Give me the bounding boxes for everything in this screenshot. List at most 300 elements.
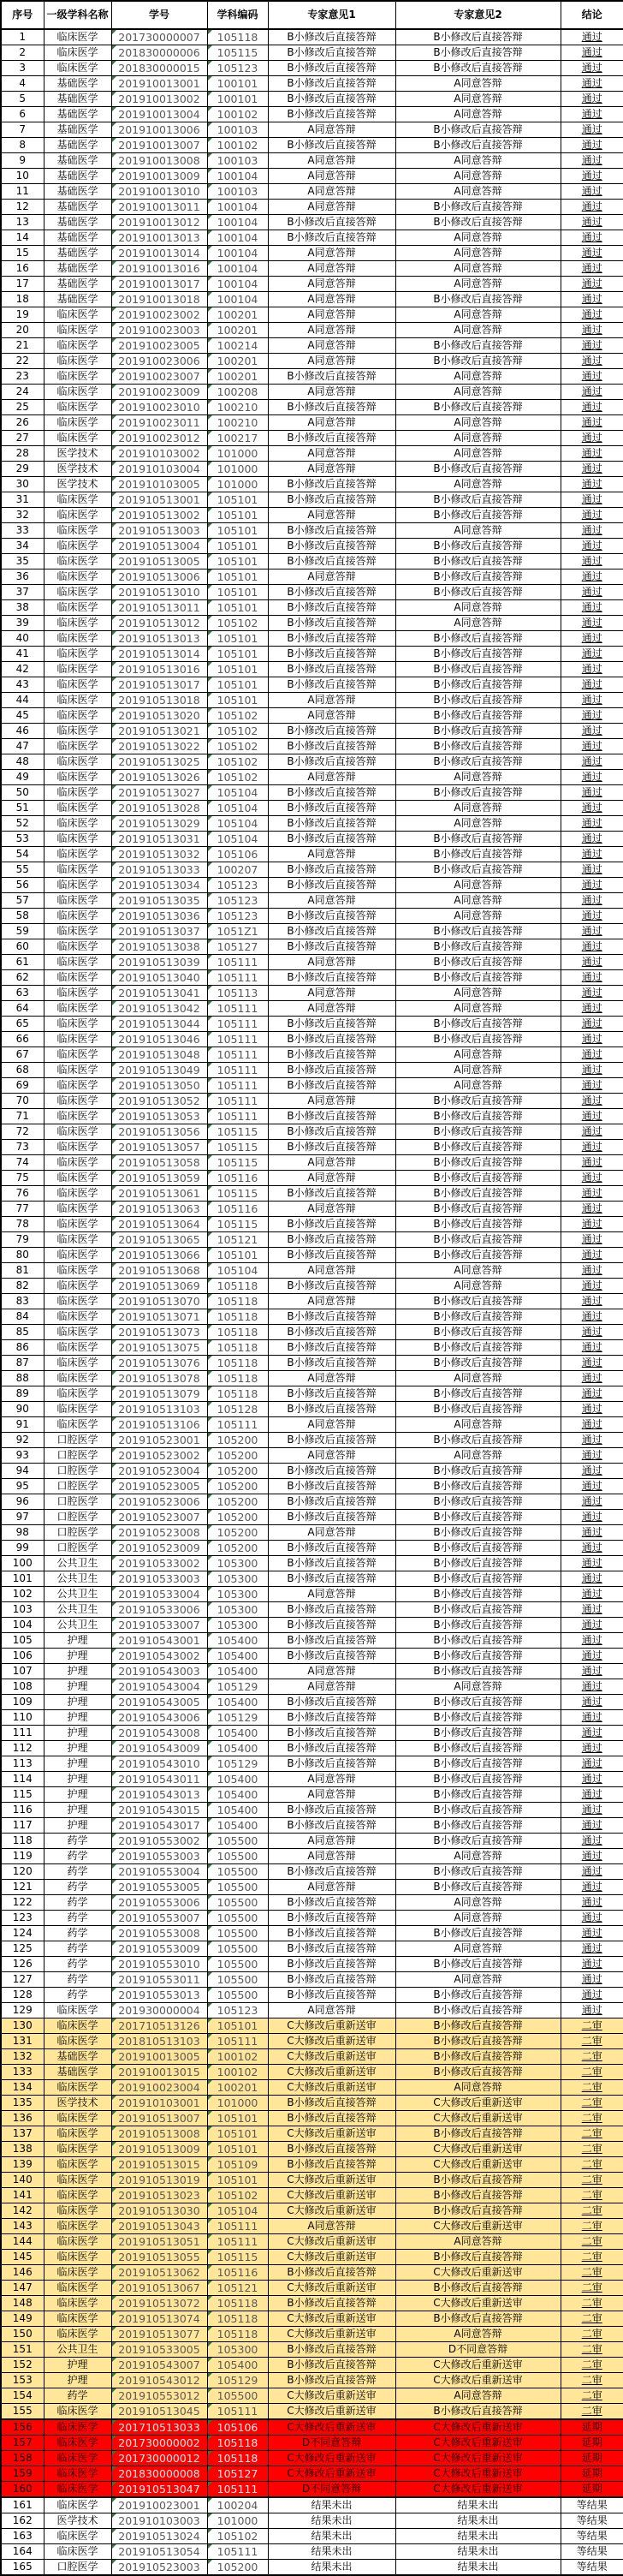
cell-discipline[interactable]: 临床医学: [44, 2265, 111, 2281]
cell-seq[interactable]: 6: [1, 107, 44, 122]
cell-subject-code[interactable]: 105101: [207, 647, 268, 662]
cell-subject-code[interactable]: 100104: [207, 277, 268, 292]
cell-discipline[interactable]: 基础医学: [44, 184, 111, 200]
cell-expert-opinion-2[interactable]: C大修改后重新送审: [395, 2219, 561, 2234]
cell-conclusion[interactable]: 通过: [561, 138, 623, 153]
cell-seq[interactable]: 1: [1, 29, 44, 45]
cell-expert-opinion-2[interactable]: A同意答辩: [395, 600, 561, 616]
cell-conclusion[interactable]: 通过: [561, 1078, 623, 1094]
cell-expert-opinion-1[interactable]: A同意答辩: [268, 2003, 395, 2018]
cell-student-id[interactable]: 201930000004: [111, 2003, 207, 2018]
cell-expert-opinion-1[interactable]: B小修改后直接答辩: [268, 1710, 395, 1726]
cell-conclusion[interactable]: 通过: [561, 45, 623, 61]
cell-expert-opinion-1[interactable]: B小修改后直接答辩: [268, 1895, 395, 1911]
cell-expert-opinion-1[interactable]: D不同意答辩: [268, 2482, 395, 2498]
cell-subject-code[interactable]: 105104: [207, 816, 268, 832]
cell-conclusion[interactable]: 通过: [561, 878, 623, 893]
cell-expert-opinion-2[interactable]: A同意答辩: [395, 1078, 561, 1094]
cell-conclusion[interactable]: 通过: [561, 1494, 623, 1510]
cell-expert-opinion-1[interactable]: B小修改后直接答辩: [268, 970, 395, 986]
cell-expert-opinion-2[interactable]: C大修改后重新送审: [395, 2157, 561, 2173]
cell-student-id[interactable]: 201910513068: [111, 1263, 207, 1279]
cell-student-id[interactable]: 201710513033: [111, 2419, 207, 2436]
cell-conclusion[interactable]: 二审: [561, 2111, 623, 2126]
cell-seq[interactable]: 164: [1, 2544, 44, 2560]
cell-discipline[interactable]: 公共卫生: [44, 1602, 111, 1618]
cell-discipline[interactable]: 公共卫生: [44, 1587, 111, 1602]
cell-subject-code[interactable]: 105400: [207, 1649, 268, 1664]
cell-subject-code[interactable]: 105101: [207, 677, 268, 693]
cell-discipline[interactable]: 护理: [44, 1726, 111, 1741]
cell-subject-code[interactable]: 105118: [207, 1371, 268, 1386]
cell-discipline[interactable]: 护理: [44, 2373, 111, 2388]
cell-conclusion[interactable]: 通过: [561, 1047, 623, 1063]
cell-student-id[interactable]: 201910103004: [111, 462, 207, 477]
cell-expert-opinion-1[interactable]: A同意答辩: [268, 385, 395, 400]
cell-student-id[interactable]: 201910513106: [111, 1417, 207, 1433]
cell-discipline[interactable]: 临床医学: [44, 2188, 111, 2203]
cell-expert-opinion-1[interactable]: B小修改后直接答辩: [268, 1649, 395, 1664]
cell-expert-opinion-2[interactable]: A同意答辩: [395, 1371, 561, 1386]
cell-expert-opinion-2[interactable]: C大修改后重新送审: [395, 2436, 561, 2451]
cell-subject-code[interactable]: 100102: [207, 138, 268, 153]
cell-expert-opinion-2[interactable]: B小修改后直接答辩: [395, 1325, 561, 1340]
cell-subject-code[interactable]: 100210: [207, 415, 268, 431]
cell-seq[interactable]: 51: [1, 801, 44, 816]
cell-expert-opinion-1[interactable]: B小修改后直接答辩: [268, 1571, 395, 1587]
cell-conclusion[interactable]: 通过: [561, 523, 623, 539]
cell-conclusion[interactable]: 通过: [561, 92, 623, 107]
cell-expert-opinion-1[interactable]: B小修改后直接答辩: [268, 2296, 395, 2311]
cell-seq[interactable]: 59: [1, 924, 44, 939]
cell-expert-opinion-1[interactable]: 结果未出: [268, 2529, 395, 2544]
cell-student-id[interactable]: 201910513036: [111, 909, 207, 924]
cell-subject-code[interactable]: 105104: [207, 801, 268, 816]
cell-discipline[interactable]: 临床医学: [44, 2003, 111, 2018]
cell-conclusion[interactable]: 通过: [561, 1679, 623, 1695]
cell-expert-opinion-2[interactable]: B小修改后直接答辩: [395, 1094, 561, 1109]
cell-seq[interactable]: 7: [1, 122, 44, 138]
cell-student-id[interactable]: 201910543015: [111, 1803, 207, 1818]
cell-discipline[interactable]: 临床医学: [44, 2404, 111, 2420]
cell-subject-code[interactable]: 105101: [207, 600, 268, 616]
cell-expert-opinion-1[interactable]: B小修改后直接答辩: [268, 1063, 395, 1078]
cell-student-id[interactable]: 201910023006: [111, 354, 207, 369]
cell-seq[interactable]: 103: [1, 1602, 44, 1618]
cell-expert-opinion-1[interactable]: B小修改后直接答辩: [268, 1741, 395, 1756]
cell-conclusion[interactable]: 通过: [561, 431, 623, 446]
cell-subject-code[interactable]: 105111: [207, 1001, 268, 1017]
cell-discipline[interactable]: 基础医学: [44, 292, 111, 307]
cell-expert-opinion-2[interactable]: A同意答辩: [395, 1047, 561, 1063]
cell-seq[interactable]: 16: [1, 261, 44, 277]
cell-discipline[interactable]: 临床医学: [44, 739, 111, 754]
cell-student-id[interactable]: 201910513018: [111, 693, 207, 708]
cell-subject-code[interactable]: 101000: [207, 462, 268, 477]
cell-seq[interactable]: 131: [1, 2034, 44, 2049]
cell-conclusion[interactable]: 通过: [561, 492, 623, 508]
cell-student-id[interactable]: 201910513010: [111, 585, 207, 600]
cell-conclusion[interactable]: 二审: [561, 2188, 623, 2203]
cell-expert-opinion-1[interactable]: A同意答辩: [268, 323, 395, 338]
cell-seq[interactable]: 160: [1, 2482, 44, 2498]
cell-expert-opinion-2[interactable]: B小修改后直接答辩: [395, 1124, 561, 1140]
cell-expert-opinion-2[interactable]: B小修改后直接答辩: [395, 1356, 561, 1371]
cell-seq[interactable]: 49: [1, 770, 44, 785]
cell-expert-opinion-2[interactable]: A同意答辩: [395, 523, 561, 539]
cell-discipline[interactable]: 临床医学: [44, 2234, 111, 2250]
cell-discipline[interactable]: 临床医学: [44, 2281, 111, 2296]
cell-subject-code[interactable]: 105400: [207, 1772, 268, 1787]
cell-expert-opinion-2[interactable]: A同意答辩: [395, 1279, 561, 1294]
cell-expert-opinion-1[interactable]: 结果未出: [268, 2513, 395, 2529]
cell-seq[interactable]: 48: [1, 754, 44, 770]
col-header-student-id[interactable]: 学号: [111, 1, 207, 29]
cell-subject-code[interactable]: 100104: [207, 215, 268, 230]
cell-expert-opinion-2[interactable]: A同意答辩: [395, 169, 561, 184]
cell-student-id[interactable]: 201910523008: [111, 1525, 207, 1541]
cell-seq[interactable]: 110: [1, 1710, 44, 1726]
cell-seq[interactable]: 60: [1, 939, 44, 955]
cell-student-id[interactable]: 201910543008: [111, 1726, 207, 1741]
cell-subject-code[interactable]: 105500: [207, 1926, 268, 1941]
cell-subject-code[interactable]: 105102: [207, 770, 268, 785]
cell-student-id[interactable]: 201910513004: [111, 539, 207, 554]
cell-expert-opinion-2[interactable]: B小修改后直接答辩: [395, 1803, 561, 1818]
cell-seq[interactable]: 8: [1, 138, 44, 153]
cell-expert-opinion-1[interactable]: B小修改后直接答辩: [268, 61, 395, 76]
cell-subject-code[interactable]: 105118: [207, 1325, 268, 1340]
cell-expert-opinion-1[interactable]: C大修改后重新送审: [268, 2049, 395, 2065]
cell-discipline[interactable]: 临床医学: [44, 986, 111, 1001]
cell-expert-opinion-1[interactable]: A同意答辩: [268, 1202, 395, 1217]
cell-expert-opinion-2[interactable]: 结果未出: [395, 2544, 561, 2560]
cell-seq[interactable]: 126: [1, 1957, 44, 1972]
cell-subject-code[interactable]: 105101: [207, 662, 268, 677]
cell-conclusion[interactable]: 二审: [561, 2373, 623, 2388]
cell-student-id[interactable]: 201910523002: [111, 1448, 207, 1464]
cell-discipline[interactable]: 基础医学: [44, 107, 111, 122]
cell-expert-opinion-2[interactable]: B小修改后直接答辩: [395, 2034, 561, 2049]
cell-expert-opinion-2[interactable]: B小修改后直接答辩: [395, 2311, 561, 2327]
cell-expert-opinion-1[interactable]: B小修改后直接答辩: [268, 724, 395, 739]
cell-expert-opinion-1[interactable]: A同意答辩: [268, 261, 395, 277]
cell-seq[interactable]: 44: [1, 693, 44, 708]
cell-expert-opinion-1[interactable]: C大修改后重新送审: [268, 2311, 395, 2327]
cell-discipline[interactable]: 口腔医学: [44, 1525, 111, 1541]
cell-discipline[interactable]: 护理: [44, 2358, 111, 2373]
cell-expert-opinion-2[interactable]: B小修改后直接答辩: [395, 955, 561, 970]
cell-seq[interactable]: 116: [1, 1803, 44, 1818]
cell-discipline[interactable]: 临床医学: [44, 415, 111, 431]
cell-expert-opinion-2[interactable]: B小修改后直接答辩: [395, 970, 561, 986]
cell-student-id[interactable]: 201910543001: [111, 1633, 207, 1649]
cell-subject-code[interactable]: 105101: [207, 2173, 268, 2188]
cell-student-id[interactable]: 201910513075: [111, 1340, 207, 1356]
cell-conclusion[interactable]: 通过: [561, 939, 623, 955]
cell-conclusion[interactable]: 通过: [561, 1186, 623, 1202]
cell-discipline[interactable]: 护理: [44, 1679, 111, 1695]
cell-seq[interactable]: 58: [1, 909, 44, 924]
cell-subject-code[interactable]: 105118: [207, 2296, 268, 2311]
cell-subject-code[interactable]: 105101: [207, 1248, 268, 1263]
cell-expert-opinion-1[interactable]: B小修改后直接答辩: [268, 431, 395, 446]
cell-subject-code[interactable]: 105400: [207, 2358, 268, 2373]
cell-conclusion[interactable]: 通过: [561, 1386, 623, 1402]
cell-seq[interactable]: 26: [1, 415, 44, 431]
cell-conclusion[interactable]: 二审: [561, 2281, 623, 2296]
cell-student-id[interactable]: 201910543010: [111, 1756, 207, 1772]
cell-subject-code[interactable]: 105101: [207, 2126, 268, 2142]
cell-discipline[interactable]: 临床医学: [44, 708, 111, 724]
cell-expert-opinion-1[interactable]: 结果未出: [268, 2560, 395, 2576]
cell-seq[interactable]: 50: [1, 785, 44, 801]
cell-expert-opinion-1[interactable]: B小修改后直接答辩: [268, 677, 395, 693]
cell-expert-opinion-1[interactable]: A同意答辩: [268, 1880, 395, 1895]
cell-subject-code[interactable]: 100217: [207, 431, 268, 446]
cell-expert-opinion-2[interactable]: B小修改后直接答辩: [395, 492, 561, 508]
cell-seq[interactable]: 140: [1, 2173, 44, 2188]
cell-subject-code[interactable]: 105101: [207, 508, 268, 523]
cell-expert-opinion-1[interactable]: A同意答辩: [268, 1772, 395, 1787]
cell-expert-opinion-2[interactable]: B小修改后直接答辩: [395, 1479, 561, 1494]
cell-discipline[interactable]: 药学: [44, 1972, 111, 1988]
cell-student-id[interactable]: 201910513009: [111, 2142, 207, 2157]
cell-student-id[interactable]: 201910013014: [111, 246, 207, 261]
cell-expert-opinion-1[interactable]: B小修改后直接答辩: [268, 1325, 395, 1340]
cell-expert-opinion-2[interactable]: B小修改后直接答辩: [395, 1309, 561, 1325]
cell-subject-code[interactable]: 105118: [207, 1279, 268, 1294]
cell-student-id[interactable]: 201910513044: [111, 1017, 207, 1032]
cell-seq[interactable]: 9: [1, 153, 44, 169]
cell-discipline[interactable]: 临床医学: [44, 631, 111, 647]
cell-subject-code[interactable]: 105200: [207, 1479, 268, 1494]
cell-discipline[interactable]: 护理: [44, 1787, 111, 1803]
cell-seq[interactable]: 96: [1, 1494, 44, 1510]
cell-seq[interactable]: 109: [1, 1695, 44, 1710]
cell-expert-opinion-1[interactable]: B小修改后直接答辩: [268, 369, 395, 385]
cell-subject-code[interactable]: 105111: [207, 2404, 268, 2420]
cell-conclusion[interactable]: 通过: [561, 970, 623, 986]
cell-expert-opinion-1[interactable]: B小修改后直接答辩: [268, 1633, 395, 1649]
cell-conclusion[interactable]: 延期: [561, 2466, 623, 2482]
cell-conclusion[interactable]: 延期: [561, 2419, 623, 2436]
cell-student-id[interactable]: 201910013016: [111, 261, 207, 277]
cell-conclusion[interactable]: 通过: [561, 662, 623, 677]
cell-subject-code[interactable]: 105200: [207, 2560, 268, 2576]
cell-discipline[interactable]: 临床医学: [44, 354, 111, 369]
cell-student-id[interactable]: 201910013017: [111, 277, 207, 292]
cell-conclusion[interactable]: 通过: [561, 1464, 623, 1479]
cell-expert-opinion-2[interactable]: B小修改后直接答辩: [395, 29, 561, 45]
cell-seq[interactable]: 133: [1, 2065, 44, 2080]
cell-subject-code[interactable]: 105111: [207, 1032, 268, 1047]
cell-subject-code[interactable]: 105111: [207, 970, 268, 986]
cell-discipline[interactable]: 临床医学: [44, 2203, 111, 2219]
cell-expert-opinion-1[interactable]: B小修改后直接答辩: [268, 1186, 395, 1202]
cell-expert-opinion-1[interactable]: C大修改后重新送审: [268, 2203, 395, 2219]
cell-subject-code[interactable]: 100208: [207, 385, 268, 400]
cell-seq[interactable]: 20: [1, 323, 44, 338]
cell-expert-opinion-1[interactable]: B小修改后直接答辩: [268, 92, 395, 107]
cell-conclusion[interactable]: 通过: [561, 215, 623, 230]
cell-conclusion[interactable]: 二审: [561, 2250, 623, 2265]
cell-seq[interactable]: 106: [1, 1649, 44, 1664]
cell-seq[interactable]: 21: [1, 338, 44, 354]
cell-discipline[interactable]: 护理: [44, 1818, 111, 1834]
cell-discipline[interactable]: 医学技术: [44, 462, 111, 477]
cell-student-id[interactable]: 201910023002: [111, 307, 207, 323]
cell-discipline[interactable]: 临床医学: [44, 1294, 111, 1309]
cell-subject-code[interactable]: 100102: [207, 2065, 268, 2080]
cell-expert-opinion-1[interactable]: A同意答辩: [268, 955, 395, 970]
cell-subject-code[interactable]: 100104: [207, 292, 268, 307]
cell-student-id[interactable]: 201910513031: [111, 832, 207, 847]
cell-conclusion[interactable]: 通过: [561, 1433, 623, 1448]
cell-discipline[interactable]: 临床医学: [44, 600, 111, 616]
cell-student-id[interactable]: 201910513001: [111, 492, 207, 508]
cell-student-id[interactable]: 201910543009: [111, 1741, 207, 1756]
cell-expert-opinion-2[interactable]: A同意答辩: [395, 277, 561, 292]
cell-discipline[interactable]: 临床医学: [44, 1063, 111, 1078]
cell-expert-opinion-2[interactable]: B小修改后直接答辩: [395, 1433, 561, 1448]
cell-conclusion[interactable]: 二审: [561, 2358, 623, 2373]
cell-subject-code[interactable]: 105115: [207, 1186, 268, 1202]
cell-discipline[interactable]: 临床医学: [44, 1386, 111, 1402]
cell-student-id[interactable]: 201910553011: [111, 1972, 207, 1988]
cell-seq[interactable]: 23: [1, 369, 44, 385]
cell-subject-code[interactable]: 105102: [207, 2188, 268, 2203]
cell-seq[interactable]: 45: [1, 708, 44, 724]
cell-student-id[interactable]: 201910513076: [111, 1356, 207, 1371]
cell-expert-opinion-1[interactable]: A同意答辩: [268, 292, 395, 307]
cell-student-id[interactable]: 201910513041: [111, 986, 207, 1001]
cell-seq[interactable]: 139: [1, 2157, 44, 2173]
cell-student-id[interactable]: 201730000007: [111, 29, 207, 45]
cell-expert-opinion-1[interactable]: B小修改后直接答辩: [268, 785, 395, 801]
cell-expert-opinion-1[interactable]: A同意答辩: [268, 338, 395, 354]
cell-discipline[interactable]: 临床医学: [44, 1047, 111, 1063]
cell-expert-opinion-2[interactable]: C大修改后重新送审: [395, 2373, 561, 2388]
cell-student-id[interactable]: 201910513069: [111, 1279, 207, 1294]
cell-conclusion[interactable]: 通过: [561, 446, 623, 462]
cell-conclusion[interactable]: 通过: [561, 1602, 623, 1618]
cell-expert-opinion-2[interactable]: A同意答辩: [395, 76, 561, 92]
cell-subject-code[interactable]: 105200: [207, 1525, 268, 1541]
cell-expert-opinion-2[interactable]: B小修改后直接答辩: [395, 508, 561, 523]
cell-expert-opinion-2[interactable]: B小修改后直接答辩: [395, 200, 561, 215]
cell-conclusion[interactable]: 通过: [561, 1772, 623, 1787]
cell-conclusion[interactable]: 通过: [561, 61, 623, 76]
cell-subject-code[interactable]: 105300: [207, 1602, 268, 1618]
cell-expert-opinion-2[interactable]: B小修改后直接答辩: [395, 1726, 561, 1741]
cell-subject-code[interactable]: 100214: [207, 338, 268, 354]
cell-expert-opinion-2[interactable]: A同意答辩: [395, 616, 561, 631]
cell-expert-opinion-2[interactable]: B小修改后直接答辩: [395, 631, 561, 647]
cell-student-id[interactable]: 201910543013: [111, 1787, 207, 1803]
cell-conclusion[interactable]: 等结果: [561, 2544, 623, 2560]
cell-student-id[interactable]: 201910013018: [111, 292, 207, 307]
cell-student-id[interactable]: 201910513005: [111, 554, 207, 569]
cell-subject-code[interactable]: 100103: [207, 184, 268, 200]
cell-conclusion[interactable]: 二审: [561, 2234, 623, 2250]
cell-subject-code[interactable]: 105111: [207, 2034, 268, 2049]
cell-expert-opinion-2[interactable]: B小修改后直接答辩: [395, 1602, 561, 1618]
cell-expert-opinion-1[interactable]: B小修改后直接答辩: [268, 1356, 395, 1371]
cell-expert-opinion-1[interactable]: B小修改后直接答辩: [268, 1618, 395, 1633]
cell-student-id[interactable]: 201910103005: [111, 477, 207, 492]
cell-expert-opinion-2[interactable]: A同意答辩: [395, 369, 561, 385]
cell-student-id[interactable]: 201910013005: [111, 2049, 207, 2065]
cell-conclusion[interactable]: 二审: [561, 2219, 623, 2234]
cell-expert-opinion-2[interactable]: A同意答辩: [395, 431, 561, 446]
cell-seq[interactable]: 12: [1, 200, 44, 215]
cell-expert-opinion-2[interactable]: B小修改后直接答辩: [395, 1880, 561, 1895]
cell-expert-opinion-2[interactable]: B小修改后直接答辩: [395, 1988, 561, 2003]
cell-subject-code[interactable]: 105123: [207, 61, 268, 76]
cell-expert-opinion-1[interactable]: A同意答辩: [268, 169, 395, 184]
cell-expert-opinion-1[interactable]: B小修改后直接答辩: [268, 1510, 395, 1525]
cell-student-id[interactable]: 201910023004: [111, 2080, 207, 2096]
cell-discipline[interactable]: 护理: [44, 1664, 111, 1679]
cell-discipline[interactable]: 临床医学: [44, 1001, 111, 1017]
cell-expert-opinion-1[interactable]: A同意答辩: [268, 508, 395, 523]
cell-expert-opinion-2[interactable]: B小修改后直接答辩: [395, 138, 561, 153]
cell-conclusion[interactable]: 通过: [561, 677, 623, 693]
cell-discipline[interactable]: 临床医学: [44, 2466, 111, 2482]
cell-student-id[interactable]: 201910513019: [111, 2173, 207, 2188]
cell-student-id[interactable]: 201910543007: [111, 2358, 207, 2373]
cell-student-id[interactable]: 201910513037: [111, 924, 207, 939]
cell-seq[interactable]: 62: [1, 970, 44, 986]
cell-conclusion[interactable]: 通过: [561, 955, 623, 970]
cell-seq[interactable]: 147: [1, 2281, 44, 2296]
cell-subject-code[interactable]: 105101: [207, 554, 268, 569]
cell-expert-opinion-1[interactable]: B小修改后直接答辩: [268, 2265, 395, 2281]
cell-expert-opinion-1[interactable]: A同意答辩: [268, 415, 395, 431]
cell-expert-opinion-1[interactable]: A同意答辩: [268, 1679, 395, 1695]
cell-student-id[interactable]: 201910513070: [111, 1294, 207, 1309]
cell-discipline[interactable]: 公共卫生: [44, 2342, 111, 2358]
cell-expert-opinion-2[interactable]: A同意答辩: [395, 153, 561, 169]
cell-discipline[interactable]: 公共卫生: [44, 1556, 111, 1571]
cell-expert-opinion-2[interactable]: A同意答辩: [395, 1911, 561, 1926]
cell-seq[interactable]: 153: [1, 2373, 44, 2388]
cell-expert-opinion-1[interactable]: C大修改后重新送审: [268, 2234, 395, 2250]
cell-expert-opinion-2[interactable]: C大修改后重新送审: [395, 2096, 561, 2111]
cell-discipline[interactable]: 公共卫生: [44, 1571, 111, 1587]
cell-expert-opinion-1[interactable]: A同意答辩: [268, 246, 395, 261]
cell-discipline[interactable]: 临床医学: [44, 1155, 111, 1171]
cell-expert-opinion-1[interactable]: C大修改后重新送审: [268, 2466, 395, 2482]
cell-seq[interactable]: 154: [1, 2388, 44, 2404]
cell-seq[interactable]: 85: [1, 1325, 44, 1340]
cell-discipline[interactable]: 口腔医学: [44, 1448, 111, 1464]
cell-subject-code[interactable]: 105123: [207, 893, 268, 909]
cell-subject-code[interactable]: 105118: [207, 2436, 268, 2451]
cell-conclusion[interactable]: 通过: [561, 724, 623, 739]
cell-expert-opinion-1[interactable]: B小修改后直接答辩: [268, 878, 395, 893]
cell-discipline[interactable]: 临床医学: [44, 2142, 111, 2157]
cell-expert-opinion-1[interactable]: 结果未出: [268, 2497, 395, 2513]
cell-expert-opinion-1[interactable]: B小修改后直接答辩: [268, 1556, 395, 1571]
cell-discipline[interactable]: 临床医学: [44, 801, 111, 816]
cell-student-id[interactable]: 201910533005: [111, 2342, 207, 2358]
cell-expert-opinion-2[interactable]: B小修改后直接答辩: [395, 1464, 561, 1479]
cell-expert-opinion-1[interactable]: B小修改后直接答辩: [268, 1109, 395, 1124]
cell-seq[interactable]: 13: [1, 215, 44, 230]
cell-expert-opinion-2[interactable]: A同意答辩: [395, 1941, 561, 1957]
